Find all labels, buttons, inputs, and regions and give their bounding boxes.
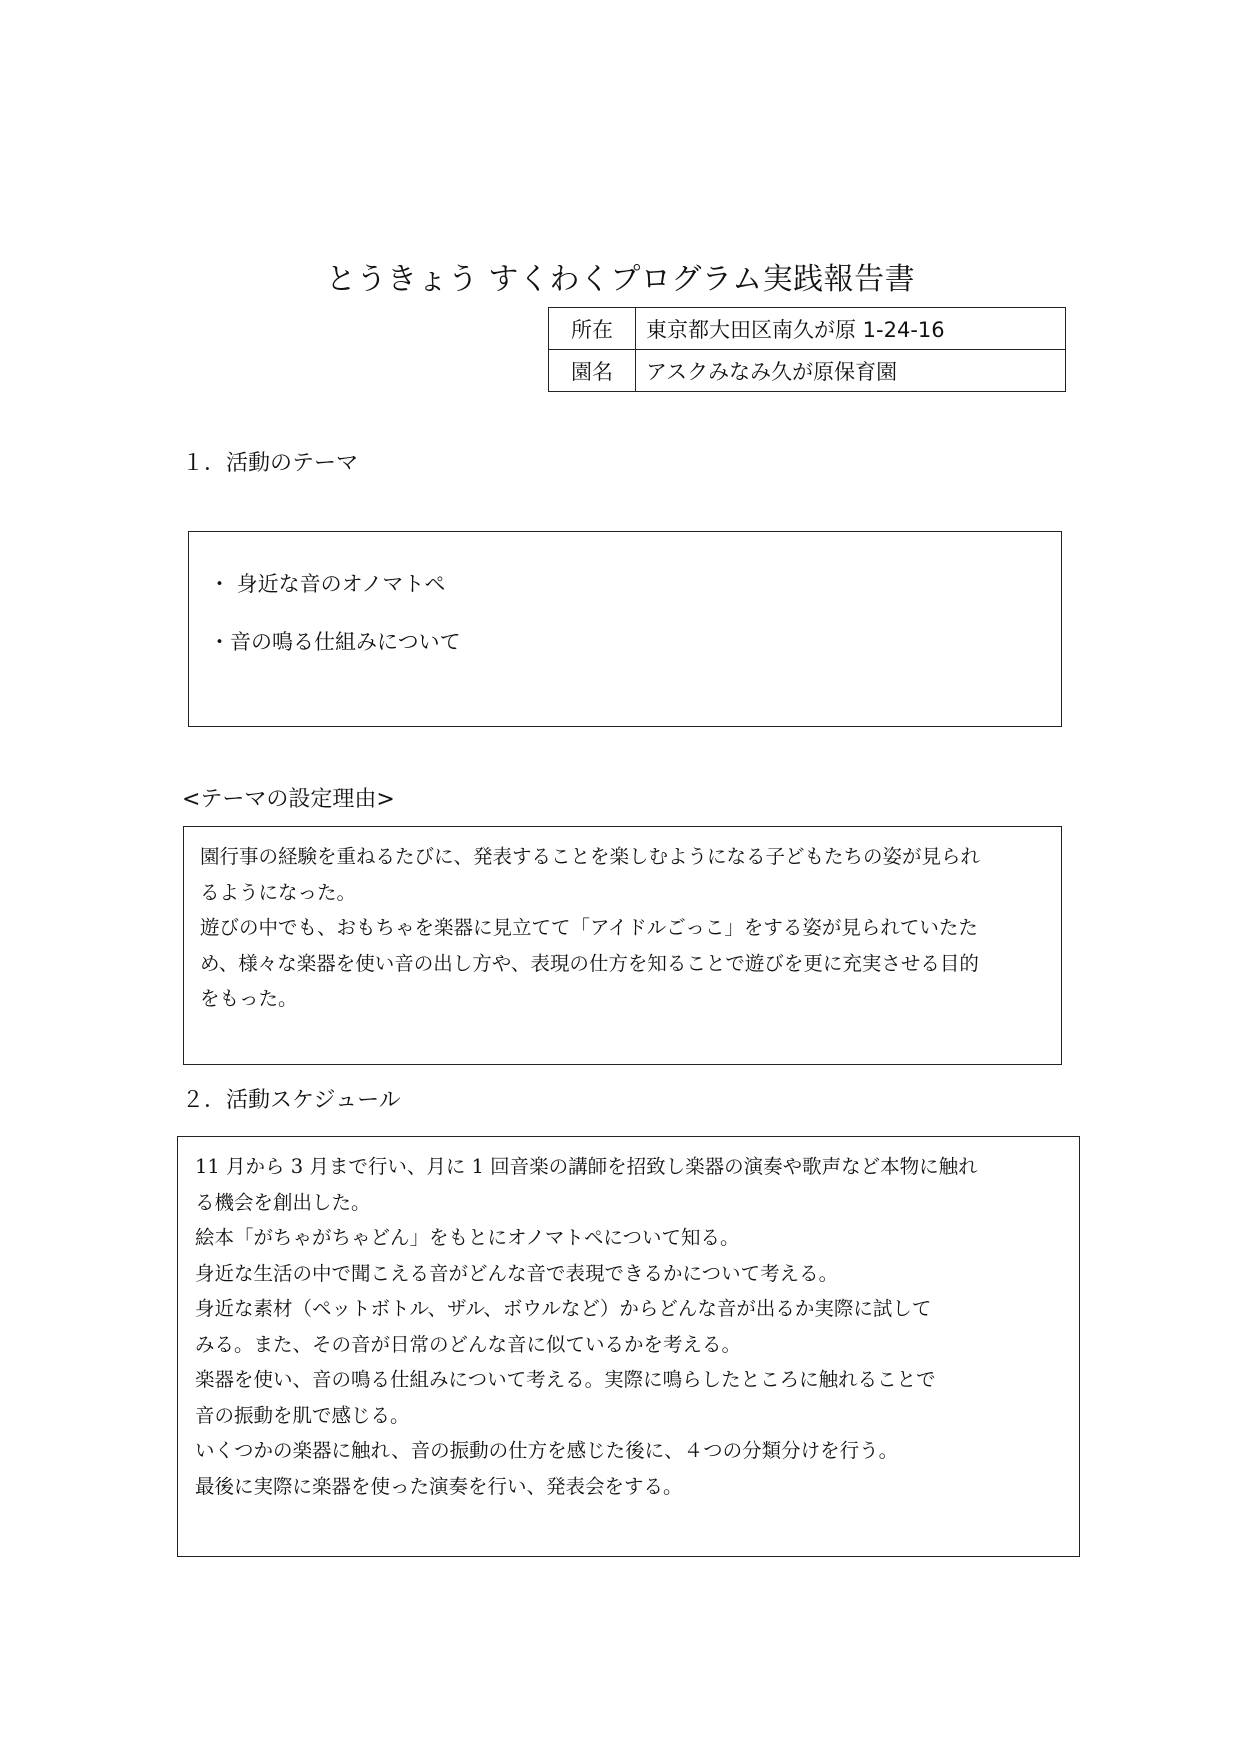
- schedule-line: 身近な素材（ペットボトル、ザル、ボウルなど）からどんな音が出るか実際に試して: [195, 1297, 932, 1320]
- schedule-line: 最後に実際に楽器を使った演奏を行い、発表会をする。: [195, 1474, 683, 1498]
- theme-box: [188, 531, 1062, 727]
- schedule-line: 身近な生活の中で聞こえる音がどんな音で表現できるかについて考える。: [195, 1261, 839, 1285]
- theme-item: ・音の鳴る仕組みについて: [209, 630, 461, 654]
- section1-heading: １．活動のテーマ: [182, 451, 359, 476]
- table-row: [549, 308, 1066, 350]
- schedule-line: 楽器を使い、音の鳴る仕組みについて考える。実際に鳴らしたところに触れることで: [195, 1368, 936, 1391]
- table-row: [549, 350, 1066, 392]
- location-label: 所在: [549, 308, 636, 350]
- section2-heading: ２．活動スケジュール: [182, 1088, 401, 1113]
- schedule-line: 音の振動を肌で感じる。: [195, 1403, 410, 1427]
- reason-line: をもった。: [200, 987, 298, 1010]
- schedule-line: いくつかの楽器に触れ、音の振動の仕方を感じた後に、４つの分類分けを行う。: [195, 1439, 899, 1462]
- reason-line: るようになった。: [200, 880, 357, 904]
- schedule-line: 11 月から 3 月まで行い、月に 1 回音楽の講師を招致し楽器の演奏や歌声など本物に触れ: [195, 1155, 978, 1178]
- info-table: [548, 307, 1066, 392]
- reason-line: 遊びの中でも、おもちゃを楽器に見立てて「アイドルごっこ」をする姿が見られていたた: [200, 916, 978, 939]
- theme-item: ・ 身近な音のオノマトペ: [209, 572, 446, 596]
- schedule-line: る機会を創出した。: [195, 1190, 371, 1214]
- schedule-box: [177, 1136, 1080, 1557]
- reason-box: [183, 826, 1062, 1065]
- page-title: とうきょう すくわくプログラム実践報告書: [325, 262, 916, 297]
- schedule-line: みる。また、その音が日常のどんな音に似ているかを考える。: [195, 1332, 742, 1356]
- reason-line: 園行事の経験を重ねるたびに、発表することを楽しむようになる子どもたちの姿が見られ: [200, 845, 981, 868]
- schedule-line: 絵本「がちゃがちゃどん」をもとにオノマトペについて知る。: [195, 1226, 740, 1249]
- school-name-label: 園名: [549, 350, 636, 392]
- school-name-value: アスクみなみ久が原保育園: [636, 350, 1066, 392]
- location-value: 東京都大田区南久が原 1-24-16: [636, 308, 1066, 350]
- reason-line: め、様々な楽器を使い音の出し方や、表現の仕方を知ることで遊びを更に充実させる目的: [200, 951, 979, 975]
- reason-heading: <テーマの設定理由>: [182, 787, 395, 812]
